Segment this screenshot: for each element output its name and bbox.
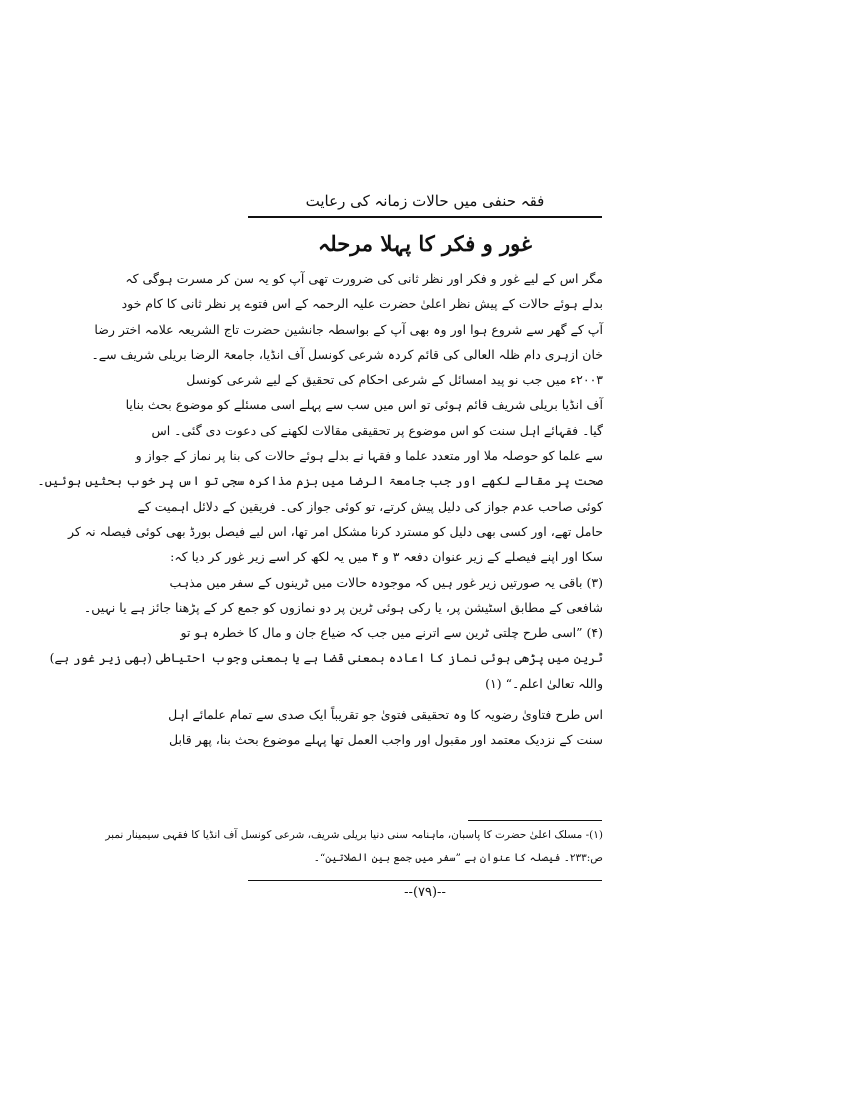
- footnotes: [105, 824, 603, 870]
- body-line: ۲۰۰۳ء میں جب نو پید امسائل کے شرعی احکام کی تحقیق کے لیے شرعی کونسل: [186, 372, 603, 388]
- footer-divider: [248, 880, 602, 881]
- body-line: مگر اس کے لیے غور و فکر اور نظر ثانی کی ضرورت تھی آپ کو یہ سن کر مسرت ہوگی کہ: [125, 271, 603, 286]
- body-line: آپ کے گھر سے شروع ہوا اور وہ بھی آپ کے بواسطہ جانشین حضرت تاج الشریعہ علامہ اختر رضا: [94, 321, 603, 337]
- body-line: حامل تھے، اور کسی بھی دلیل کو مسترد کرنا مشکل امر تھا، اس لیے فیصل بورڈ بھی کوئی فیصلہ نہ کر: [68, 523, 603, 539]
- body-line: گیا۔ فقہائے اہل سنت کو اس موضوع پر تحقیقی مقالات لکھنے کی دعوت دی گئی۔ اس: [151, 422, 603, 438]
- body-line: بدلے ہوئے حالات کے پیش نظر اعلیٰ حضرت علیہ الرحمہ کے اس فتوے پر نظر ثانی کا کام خود: [121, 296, 603, 312]
- footnote-line: ص:۲۳۳۔ فیصلہ کا عنوان ہے ”سفر میں جمع بین الصلاتین“۔: [313, 852, 603, 864]
- body-line: سے علما کو حوصلہ ملا اور متعدد علما و فقہا نے بدلے ہوئے حالات کی بنا پر نماز کے جواز و: [135, 448, 603, 464]
- body-line: صحت پر مقالے لکھے اور جب جامعۃ الرضا میں بزم مذاکرہ سجی تو اس پر خوب بحثیں ہوئیں۔: [37, 473, 603, 489]
- quoted-clause-4: واللہ تعالیٰ اعلم۔“ (۱): [485, 675, 603, 691]
- running-header: فقہ حنفی میں حالات زمانہ کی رعایت: [305, 192, 545, 210]
- body-text: [37, 266, 603, 753]
- body-line: اس طرح فتاویٰ رضویہ کا وہ تحقیقی فتویٰ جو تقریباً ایک صدی سے تمام علمائے اہل: [168, 707, 603, 723]
- quoted-clause-4: ٹرین میں پڑھی ہوئی نماز کا اعادہ بمعنی قضا ہے یا بمعنی وجوب احتیاطی (بھی زیر غور ہے): [49, 650, 603, 666]
- footnote-line: (۱)- مسلک اعلیٰ حضرت کا پاسبان، ماہنامہ سنی دنیا بریلی شریف، شرعی کونسل آف انڈیا کا فقہی سیمینار نمبر: [105, 829, 603, 841]
- header-divider: [248, 216, 602, 218]
- body-line: کوئی صاحب عدم جواز کی دلیل پیش کرتے، تو کوئی جواز کی۔ فریقین کے دلائل اہمیت کے: [137, 498, 603, 514]
- body-line: سنت کے نزدیک معتمد اور مقبول اور واجب العمل تھا پہلے موضوع بحث بنا، پھر قابل: [168, 732, 603, 748]
- section-heading: غور و فکر کا پہلا مرحلہ: [317, 231, 533, 256]
- page-number: --(۷۹)--: [404, 885, 446, 900]
- body-line: آف انڈیا بریلی شریف قائم ہوئی تو اس میں سب سے پہلے اسی مسئلے کو موضوع بحث بنایا: [125, 397, 603, 413]
- body-line: سکا اور اپنے فیصلے کے زیر عنوان دفعہ ۳ و ۴ میں یہ لکھ کر اسے زیر غور کر دیا کہ:: [170, 549, 603, 565]
- footnote-divider: [468, 820, 602, 821]
- quoted-clause-3: (۳) باقی یہ صورتیں زیر غور ہیں کہ موجودہ حالات میں ٹرینوں کے سفر میں مذہب: [169, 574, 603, 590]
- body-line: خان ازہری دام ظلہ العالی کی قائم کردہ شرعی کونسل آف انڈیا، جامعۃ الرضا بریلی شریف سے۔: [91, 346, 603, 362]
- quoted-clause-4: (۴) ”اسی طرح چلتی ٹرین سے اترنے میں جب کہ ضیاع جان و مال کا خطرہ ہو تو: [180, 625, 603, 641]
- quoted-clause-3: شافعی کے مطابق اسٹیشن پر، یا رکی ہوئی ٹرین پر دو نمازوں کو جمع کر کے پڑھنا جائز ہے یا نہیں۔: [83, 599, 603, 615]
